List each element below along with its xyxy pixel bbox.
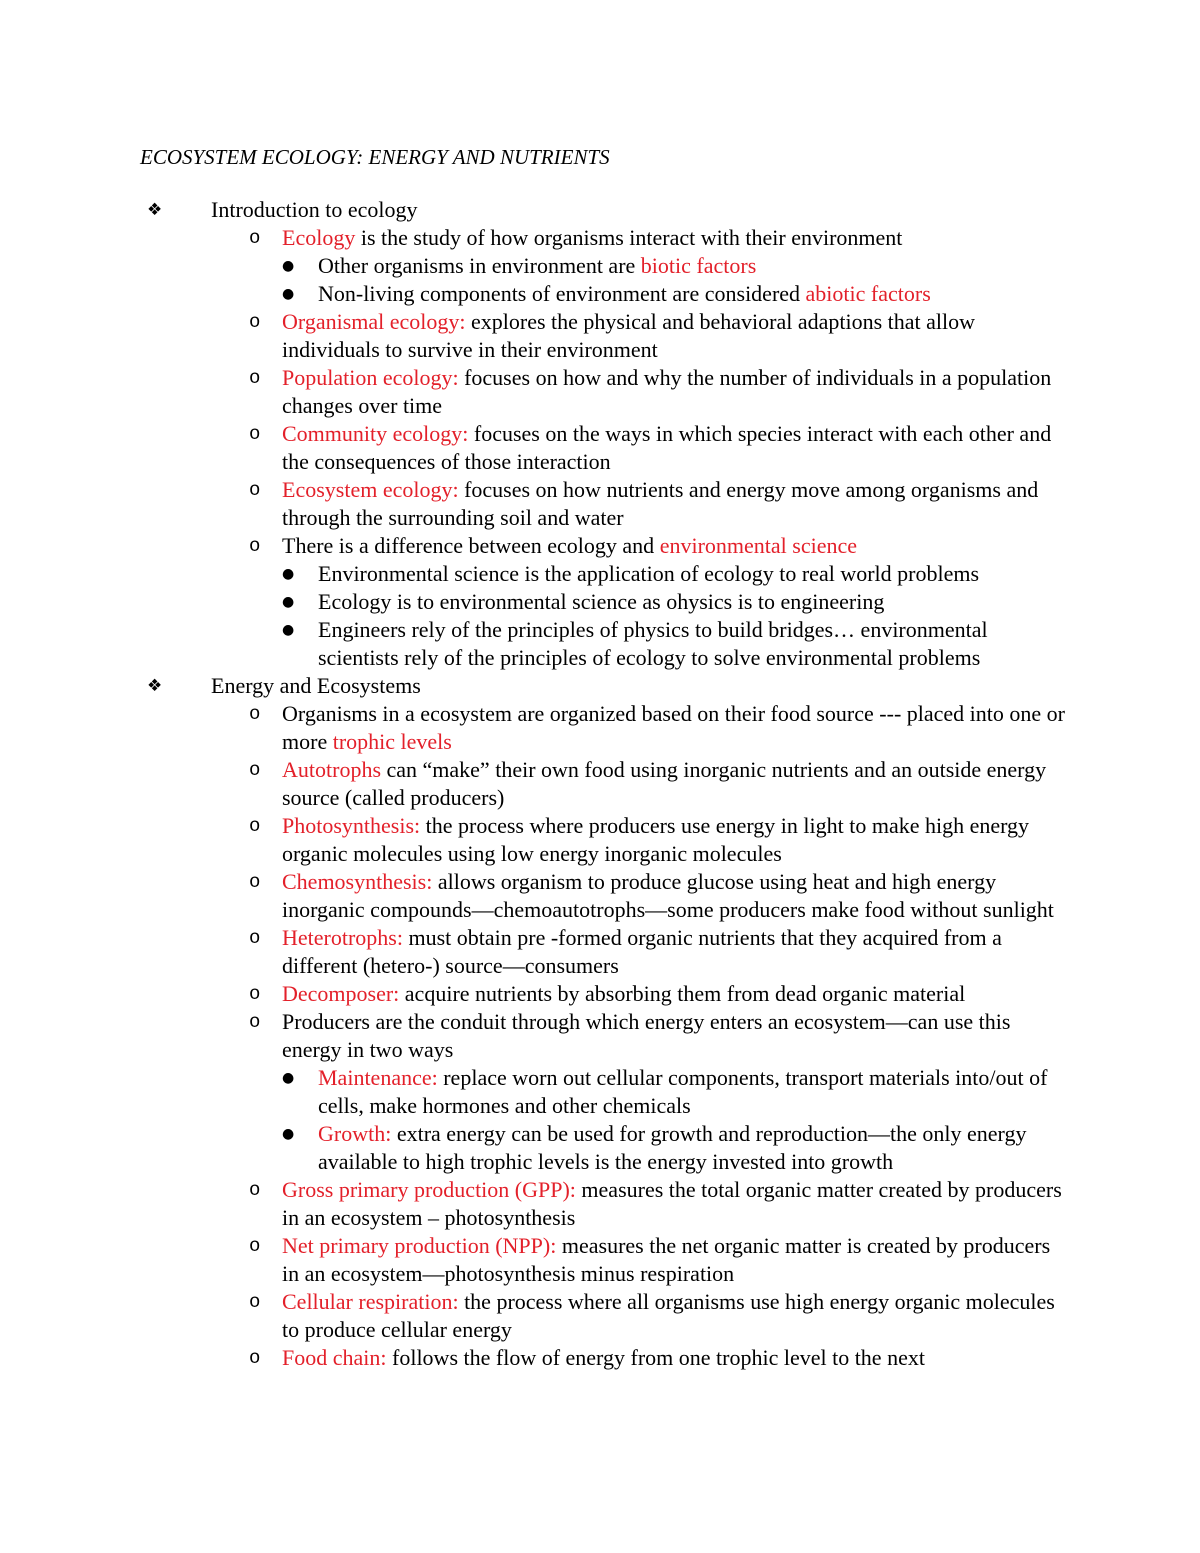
key-term: Decomposer:: [282, 981, 400, 1006]
circle-o-bullet-icon: o: [249, 1179, 261, 1201]
item-text: Environmental science is the application of ecology to real world problems: [318, 561, 980, 586]
item-text: Producers are the conduit through which energy enters an ecosystem—can use this energy in two ways: [282, 1009, 1011, 1062]
filled-dot-bullet-icon: ●: [282, 1070, 295, 1086]
item-text: follows the flow of energy from one trophic level to the next: [386, 1345, 925, 1370]
filled-dot-bullet-icon: ●: [282, 594, 295, 610]
list-item: [0, 1344, 1072, 1372]
item-text: the process where all organisms use high energy organic molecules to produce cellular energy: [282, 1289, 1055, 1342]
filled-dot-bullet-icon: ●: [282, 622, 295, 638]
list-item: [0, 1288, 1072, 1344]
item-text: Non-living components of environment are considered: [318, 281, 806, 306]
item-text: must obtain pre -formed organic nutrients that they acquired from a different (hetero-) source—consumers: [282, 925, 1002, 978]
circle-o-bullet-icon: o: [249, 703, 261, 725]
item-text: focuses on the ways in which species interact with each other and the consequences of those interaction: [282, 421, 1052, 474]
circle-o-bullet-icon: o: [249, 535, 261, 557]
key-term: Population ecology:: [282, 365, 459, 390]
sub-list-item: [0, 280, 1068, 308]
item-text: is the study of how organisms interact with their environment: [355, 225, 903, 250]
item-text: Other organisms in environment are: [318, 253, 641, 278]
item-text: can “make” their own food using inorganic nutrients and an outside energy source (called producers): [282, 757, 1047, 810]
circle-o-bullet-icon: o: [249, 983, 261, 1005]
key-term: Gross primary production (GPP):: [282, 1177, 576, 1202]
circle-o-bullet-icon: o: [249, 367, 261, 389]
sub-list-item: [0, 560, 1068, 588]
circle-o-bullet-icon: o: [249, 1291, 261, 1313]
list-item: [0, 812, 1072, 868]
circle-o-bullet-icon: o: [249, 479, 261, 501]
key-term: biotic factors: [640, 253, 757, 278]
circle-o-bullet-icon: o: [249, 759, 261, 781]
diamond-bullet-icon: ❖: [147, 676, 163, 696]
section-heading: ❖ Energy and Ecosystems: [147, 673, 421, 698]
list-item: [0, 532, 1072, 560]
circle-o-bullet-icon: o: [249, 423, 261, 445]
item-text: Ecology is to environmental science as ohysics is to engineering: [318, 589, 885, 614]
key-term: Maintenance:: [318, 1065, 438, 1090]
circle-o-bullet-icon: o: [249, 1235, 261, 1257]
list-item: [0, 420, 1072, 476]
circle-o-bullet-icon: o: [249, 311, 261, 333]
document-body: [0, 196, 1200, 1372]
item-text: focuses on how nutrients and energy move among organisms and through the surrounding soil and water: [282, 477, 1039, 530]
key-term: Net primary production (NPP):: [282, 1233, 557, 1258]
key-term: Ecosystem ecology:: [282, 477, 459, 502]
key-term: Community ecology:: [282, 421, 469, 446]
item-text: allows organism to produce glucose using heat and high energy inorganic compounds—chemoautotrophs—some producers make food without sunlight: [282, 869, 1054, 922]
sub-list-item: [0, 252, 1068, 280]
list-item: [0, 364, 1072, 420]
list-item: [0, 224, 1072, 252]
item-text: Engineers rely of the principles of physics to build bridges… environmental scientists rely of the principles of ecology to solve environmental problems: [318, 617, 988, 670]
list-item: [0, 1232, 1072, 1288]
key-term: Ecology: [282, 225, 356, 250]
section-heading: ❖ Introduction to ecology: [147, 197, 418, 222]
filled-dot-bullet-icon: ●: [282, 286, 295, 302]
list-item: [0, 924, 1072, 980]
list-item: [0, 700, 1072, 756]
list-item: [0, 868, 1072, 924]
circle-o-bullet-icon: o: [249, 227, 261, 249]
key-term: Organismal ecology:: [282, 309, 466, 334]
list-item: [0, 1008, 1072, 1064]
filled-dot-bullet-icon: ●: [282, 1126, 295, 1142]
item-text: replace worn out cellular components, transport materials into/out of cells, make hormones and other chemicals: [318, 1065, 1048, 1118]
circle-o-bullet-icon: o: [249, 927, 261, 949]
item-text: Organisms in a ecosystem are organized based on their food source --- placed into one or more: [282, 701, 1065, 754]
item-text: explores the physical and behavioral adaptions that allow individuals to survive in their environment: [282, 309, 976, 362]
filled-dot-bullet-icon: ●: [282, 258, 295, 274]
list-item: [0, 308, 1072, 364]
list-item: [0, 980, 1072, 1008]
sub-list-item: [0, 616, 1068, 672]
key-term: Cellular respiration:: [282, 1289, 459, 1314]
item-text: acquire nutrients by absorbing them from dead organic material: [399, 981, 966, 1006]
key-term: Heterotrophs:: [282, 925, 403, 950]
item-text: the process where producers use energy in light to make high energy organic molecules using low energy inorganic molecules: [282, 813, 1030, 866]
sub-list-item: [0, 588, 1068, 616]
key-term: abiotic factors: [805, 281, 931, 306]
key-term: Autotrophs: [282, 757, 381, 782]
list-item: [0, 1176, 1072, 1232]
circle-o-bullet-icon: o: [249, 815, 261, 837]
list-item: [0, 476, 1072, 532]
circle-o-bullet-icon: o: [249, 1347, 261, 1369]
sub-list-item: [0, 1064, 1068, 1120]
item-text: There is a difference between ecology and: [282, 533, 660, 558]
key-term: trophic levels: [332, 729, 452, 754]
filled-dot-bullet-icon: ●: [282, 566, 295, 582]
sub-list-item: [0, 1120, 1068, 1176]
key-term: Chemosynthesis:: [282, 869, 433, 894]
key-term: Photosynthesis:: [282, 813, 421, 838]
key-term: Food chain:: [282, 1345, 387, 1370]
item-text: extra energy can be used for growth and reproduction—the only energy available to high trophic levels is the energy invested into growth: [318, 1121, 1027, 1174]
diamond-bullet-icon: ❖: [147, 200, 163, 220]
item-text: focuses on how and why the number of individuals in a population changes over time: [282, 365, 1052, 418]
item-text: measures the total organic matter created by producers in an ecosystem – photosynthesis: [282, 1177, 1062, 1230]
key-term: Growth:: [318, 1121, 392, 1146]
item-text: measures the net organic matter is created by producers in an ecosystem—photosynthesis minus respiration: [282, 1233, 1051, 1286]
key-term: environmental science: [659, 533, 857, 558]
circle-o-bullet-icon: o: [249, 1011, 261, 1033]
page-title: ECOSYSTEM ECOLOGY: ENERGY AND NUTRIENTS: [140, 145, 610, 169]
list-item: [0, 756, 1072, 812]
circle-o-bullet-icon: o: [249, 871, 261, 893]
